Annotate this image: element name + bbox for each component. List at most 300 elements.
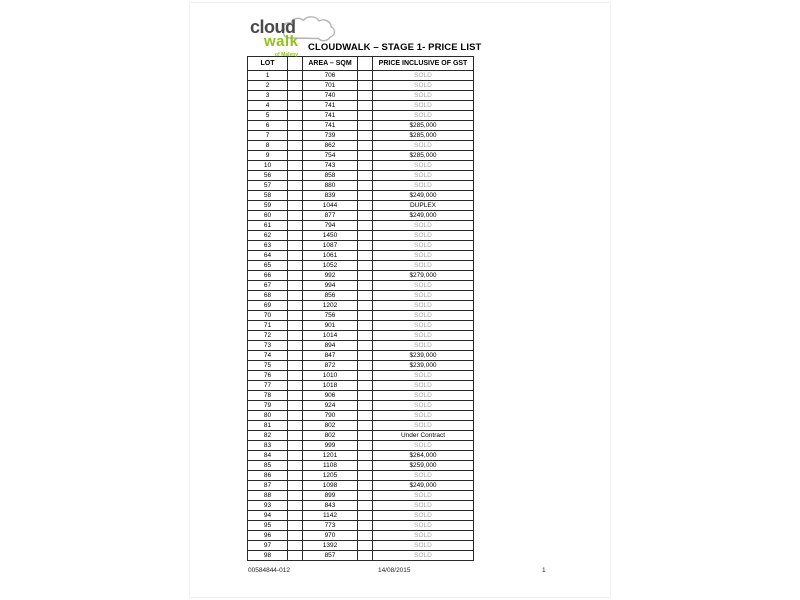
price-cell: SOLD (373, 91, 474, 101)
area-cell: 872 (303, 361, 358, 371)
lot-cell: 67 (248, 281, 288, 291)
lot-cell: 10 (248, 161, 288, 171)
lot-cell: 98 (248, 551, 288, 561)
lot-cell: 95 (248, 521, 288, 531)
spacer-cell (288, 101, 303, 111)
price-cell: SOLD (373, 501, 474, 511)
table-row (248, 271, 474, 281)
table-row (248, 361, 474, 371)
spacer-cell (358, 211, 373, 221)
price-cell: Under Contract (373, 431, 474, 441)
lot-cell: 84 (248, 451, 288, 461)
table-row (248, 231, 474, 241)
table-row (248, 481, 474, 491)
area-cell: 741 (303, 101, 358, 111)
spacer-cell (288, 201, 303, 211)
lot-cell: 97 (248, 541, 288, 551)
spacer-cell (288, 391, 303, 401)
spacer-cell (358, 191, 373, 201)
price-cell: SOLD (373, 391, 474, 401)
area-cell: 701 (303, 81, 358, 91)
cloudwalk-logo (248, 13, 348, 61)
table-row (248, 261, 474, 271)
area-cell: 894 (303, 341, 358, 351)
area-cell: 999 (303, 441, 358, 451)
lot-cell: 58 (248, 191, 288, 201)
price-cell: $249,000 (373, 191, 474, 201)
spacer-cell (358, 261, 373, 271)
table-row (248, 91, 474, 101)
lot-cell: 85 (248, 461, 288, 471)
price-cell: $285,000 (373, 151, 474, 161)
table-row (248, 411, 474, 421)
area-cell: 1108 (303, 461, 358, 471)
price-cell: SOLD (373, 411, 474, 421)
area-cell: 794 (303, 221, 358, 231)
table-row (248, 121, 474, 131)
lot-cell: 79 (248, 401, 288, 411)
spacer-cell (358, 491, 373, 501)
spacer-cell (288, 111, 303, 121)
lot-cell: 5 (248, 111, 288, 121)
spacer-cell (288, 151, 303, 161)
spacer-cell (358, 101, 373, 111)
spacer-cell (288, 251, 303, 261)
lot-cell: 81 (248, 421, 288, 431)
table-row (248, 251, 474, 261)
price-cell: SOLD (373, 251, 474, 261)
spacer-cell (358, 161, 373, 171)
spacer-cell (288, 401, 303, 411)
spacer-cell (288, 271, 303, 281)
lot-cell: 7 (248, 131, 288, 141)
area-cell: 899 (303, 491, 358, 501)
table-row (248, 331, 474, 341)
spacer-cell (358, 531, 373, 541)
spacer-cell (358, 401, 373, 411)
lot-cell: 94 (248, 511, 288, 521)
spacer-cell (288, 501, 303, 511)
table-row (248, 101, 474, 111)
spacer-cell (358, 81, 373, 91)
lot-cell: 75 (248, 361, 288, 371)
spacer-cell (358, 431, 373, 441)
lot-cell: 62 (248, 231, 288, 241)
area-cell: 790 (303, 411, 358, 421)
lot-cell: 82 (248, 431, 288, 441)
area-cell: 1450 (303, 231, 358, 241)
spacer-column-header (288, 57, 303, 71)
price-list-table (247, 56, 474, 561)
price-cell: $264,000 (373, 451, 474, 461)
area-cell: 994 (303, 281, 358, 291)
table-row (248, 151, 474, 161)
table-row (248, 311, 474, 321)
area-cell: 1018 (303, 381, 358, 391)
area-cell: 741 (303, 111, 358, 121)
lot-cell: 71 (248, 321, 288, 331)
table-row (248, 201, 474, 211)
price-cell: SOLD (373, 331, 474, 341)
table-row (248, 81, 474, 91)
table-row (248, 441, 474, 451)
table-row (248, 371, 474, 381)
spacer-cell (288, 181, 303, 191)
spacer-cell (358, 501, 373, 511)
spacer-cell (288, 471, 303, 481)
spacer-cell (288, 431, 303, 441)
area-cell: 856 (303, 291, 358, 301)
spacer-cell (358, 311, 373, 321)
table-row (248, 171, 474, 181)
table-row (248, 211, 474, 221)
footer-date: 14/08/2015 (378, 567, 411, 574)
spacer-cell (288, 381, 303, 391)
table-row (248, 221, 474, 231)
spacer-cell (358, 451, 373, 461)
spacer-cell (288, 511, 303, 521)
logo-word-walk: walk (264, 33, 299, 50)
spacer-cell (358, 171, 373, 181)
area-cell: 802 (303, 421, 358, 431)
table-row (248, 71, 474, 81)
price-cell: SOLD (373, 471, 474, 481)
area-cell: 741 (303, 121, 358, 131)
lot-cell: 4 (248, 101, 288, 111)
area-cell: 1087 (303, 241, 358, 251)
area-cell: 877 (303, 211, 358, 221)
price-cell: SOLD (373, 541, 474, 551)
price-column-header: PRICE INCLUSIVE OF GST (373, 57, 474, 71)
price-cell: SOLD (373, 221, 474, 231)
spacer-cell (288, 451, 303, 461)
lot-cell: 8 (248, 141, 288, 151)
price-cell: $285,000 (373, 131, 474, 141)
table-row (248, 521, 474, 531)
lot-cell: 74 (248, 351, 288, 361)
lot-cell: 6 (248, 121, 288, 131)
area-cell: 857 (303, 551, 358, 561)
lot-cell: 96 (248, 531, 288, 541)
spacer-cell (358, 141, 373, 151)
price-cell: SOLD (373, 261, 474, 271)
table-row (248, 321, 474, 331)
spacer-cell (288, 211, 303, 221)
table-row (248, 241, 474, 251)
spacer-cell (288, 531, 303, 541)
price-cell: SOLD (373, 241, 474, 251)
spacer-cell (358, 551, 373, 561)
lot-cell: 63 (248, 241, 288, 251)
lot-cell: 9 (248, 151, 288, 161)
area-cell: 1201 (303, 451, 358, 461)
spacer-cell (288, 551, 303, 561)
spacer-cell (288, 411, 303, 421)
spacer-cell (288, 321, 303, 331)
price-cell: SOLD (373, 161, 474, 171)
price-cell: SOLD (373, 311, 474, 321)
spacer-cell (358, 151, 373, 161)
price-cell: SOLD (373, 321, 474, 331)
spacer-cell (358, 71, 373, 81)
area-cell: 970 (303, 531, 358, 541)
price-cell: $259,000 (373, 461, 474, 471)
lot-cell: 57 (248, 181, 288, 191)
spacer-cell (358, 91, 373, 101)
price-cell: SOLD (373, 171, 474, 181)
spacer-cell (358, 411, 373, 421)
spacer-cell (358, 341, 373, 351)
spacer-cell (358, 421, 373, 431)
area-cell: 1061 (303, 251, 358, 261)
price-cell: $249,000 (373, 211, 474, 221)
table-row (248, 491, 474, 501)
table-row (248, 541, 474, 551)
spacer-cell (358, 321, 373, 331)
price-cell: SOLD (373, 521, 474, 531)
table-row (248, 161, 474, 171)
area-cell: 1010 (303, 371, 358, 381)
price-cell: SOLD (373, 491, 474, 501)
footer-document-number: 00584844-012 (248, 567, 290, 574)
area-cell: 992 (303, 271, 358, 281)
price-cell: SOLD (373, 291, 474, 301)
spacer-cell (358, 291, 373, 301)
spacer-cell (288, 461, 303, 471)
spacer-cell (288, 301, 303, 311)
spacer-cell (288, 291, 303, 301)
lot-cell: 76 (248, 371, 288, 381)
lot-cell: 80 (248, 411, 288, 421)
price-cell: SOLD (373, 341, 474, 351)
spacer-cell (358, 391, 373, 401)
spacer-cell (288, 351, 303, 361)
lot-cell: 73 (248, 341, 288, 351)
spacer-cell (358, 521, 373, 531)
spacer-cell (288, 341, 303, 351)
price-cell: SOLD (373, 301, 474, 311)
spacer-cell (288, 521, 303, 531)
lot-cell: 3 (248, 91, 288, 101)
spacer-cell (288, 541, 303, 551)
table-row (248, 461, 474, 471)
area-cell: 740 (303, 91, 358, 101)
price-table-body (248, 71, 474, 561)
table-row (248, 431, 474, 441)
price-cell: SOLD (373, 101, 474, 111)
price-cell: $239,000 (373, 351, 474, 361)
spacer-cell (288, 191, 303, 201)
table-row (248, 341, 474, 351)
area-cell: 1392 (303, 541, 358, 551)
spacer-cell (358, 181, 373, 191)
spacer-cell (358, 221, 373, 231)
spacer-cell (288, 131, 303, 141)
table-header (248, 57, 474, 71)
spacer-cell (358, 111, 373, 121)
lot-cell: 2 (248, 81, 288, 91)
lot-cell: 56 (248, 171, 288, 181)
table-row (248, 301, 474, 311)
price-cell: DUPLEX (373, 201, 474, 211)
table-row (248, 501, 474, 511)
area-cell: 802 (303, 431, 358, 441)
spacer-cell (288, 261, 303, 271)
price-cell: SOLD (373, 81, 474, 91)
spacer-cell (288, 331, 303, 341)
spacer-cell (358, 511, 373, 521)
table-row (248, 421, 474, 431)
table-row (248, 551, 474, 561)
spacer-cell (288, 371, 303, 381)
area-cell: 843 (303, 501, 358, 511)
area-cell: 756 (303, 311, 358, 321)
price-cell: SOLD (373, 181, 474, 191)
area-cell: 739 (303, 131, 358, 141)
price-cell: SOLD (373, 371, 474, 381)
lot-cell: 60 (248, 211, 288, 221)
spacer-cell (358, 461, 373, 471)
area-cell: 706 (303, 71, 358, 81)
spacer-cell (358, 481, 373, 491)
area-cell: 880 (303, 181, 358, 191)
area-cell: 862 (303, 141, 358, 151)
table-row (248, 141, 474, 151)
area-cell: 754 (303, 151, 358, 161)
price-cell: SOLD (373, 441, 474, 451)
spacer-cell (358, 541, 373, 551)
lot-column-header: LOT (248, 57, 288, 71)
table-row (248, 111, 474, 121)
spacer-cell (288, 121, 303, 131)
price-cell: SOLD (373, 401, 474, 411)
price-cell: $249,000 (373, 481, 474, 491)
spacer-cell (288, 241, 303, 251)
price-cell: SOLD (373, 551, 474, 561)
lot-cell: 93 (248, 501, 288, 511)
area-cell: 1014 (303, 331, 358, 341)
spacer-cell (358, 121, 373, 131)
area-cell: 901 (303, 321, 358, 331)
spacer-cell (358, 471, 373, 481)
spacer-cell (288, 441, 303, 451)
lot-cell: 66 (248, 271, 288, 281)
price-cell: $279,000 (373, 271, 474, 281)
spacer-cell (288, 141, 303, 151)
logo-word-cloud: cloud (250, 17, 296, 37)
price-cell: SOLD (373, 71, 474, 81)
spacer-cell (358, 331, 373, 341)
lot-cell: 87 (248, 481, 288, 491)
table-row (248, 391, 474, 401)
area-cell: 743 (303, 161, 358, 171)
spacer-cell (358, 201, 373, 211)
price-cell: SOLD (373, 531, 474, 541)
area-cell: 924 (303, 401, 358, 411)
lot-cell: 1 (248, 71, 288, 81)
spacer-cell (358, 131, 373, 141)
lot-cell: 88 (248, 491, 288, 501)
spacer-cell (358, 371, 373, 381)
spacer-cell (358, 381, 373, 391)
area-cell: 1044 (303, 201, 358, 211)
spacer-cell (288, 81, 303, 91)
lot-cell: 86 (248, 471, 288, 481)
page-title: CLOUDWALK – STAGE 1- PRICE LIST (308, 42, 482, 53)
price-cell: SOLD (373, 421, 474, 431)
lot-cell: 72 (248, 331, 288, 341)
area-cell: 1098 (303, 481, 358, 491)
document-page (190, 3, 610, 597)
spacer-cell (288, 421, 303, 431)
spacer-cell (358, 441, 373, 451)
lot-cell: 61 (248, 221, 288, 231)
spacer-cell (288, 231, 303, 241)
table-row (248, 511, 474, 521)
price-cell: $285,000 (373, 121, 474, 131)
price-cell: SOLD (373, 281, 474, 291)
spacer-cell (288, 481, 303, 491)
table-row (248, 531, 474, 541)
lot-cell: 64 (248, 251, 288, 261)
spacer-cell (288, 171, 303, 181)
table-row (248, 401, 474, 411)
price-cell: $239,000 (373, 361, 474, 371)
lot-cell: 68 (248, 291, 288, 301)
spacer-cell (358, 251, 373, 261)
table-row (248, 471, 474, 481)
price-cell: SOLD (373, 381, 474, 391)
table-row (248, 351, 474, 361)
area-cell: 906 (303, 391, 358, 401)
lot-cell: 77 (248, 381, 288, 391)
spacer-cell (288, 361, 303, 371)
spacer-cell (288, 491, 303, 501)
spacer-column-header (358, 57, 373, 71)
table-row (248, 281, 474, 291)
price-cell: SOLD (373, 511, 474, 521)
table-row (248, 291, 474, 301)
price-cell: SOLD (373, 111, 474, 121)
lot-cell: 78 (248, 391, 288, 401)
footer-page-number: 1 (542, 567, 546, 574)
area-cell: 1202 (303, 301, 358, 311)
area-cell: 1205 (303, 471, 358, 481)
area-cell: 1052 (303, 261, 358, 271)
spacer-cell (358, 271, 373, 281)
spacer-cell (288, 71, 303, 81)
price-cell: SOLD (373, 231, 474, 241)
table-row (248, 131, 474, 141)
lot-cell: 69 (248, 301, 288, 311)
area-cell: 773 (303, 521, 358, 531)
area-cell: 847 (303, 351, 358, 361)
lot-cell: 59 (248, 201, 288, 211)
spacer-cell (358, 281, 373, 291)
header-row (248, 57, 474, 71)
spacer-cell (358, 241, 373, 251)
table-row (248, 381, 474, 391)
price-cell: SOLD (373, 141, 474, 151)
spacer-cell (358, 351, 373, 361)
spacer-cell (288, 161, 303, 171)
spacer-cell (358, 361, 373, 371)
logo-tagline: of Maleny (275, 52, 299, 58)
spacer-cell (288, 91, 303, 101)
lot-cell: 70 (248, 311, 288, 321)
area-cell: 858 (303, 171, 358, 181)
spacer-cell (288, 221, 303, 231)
